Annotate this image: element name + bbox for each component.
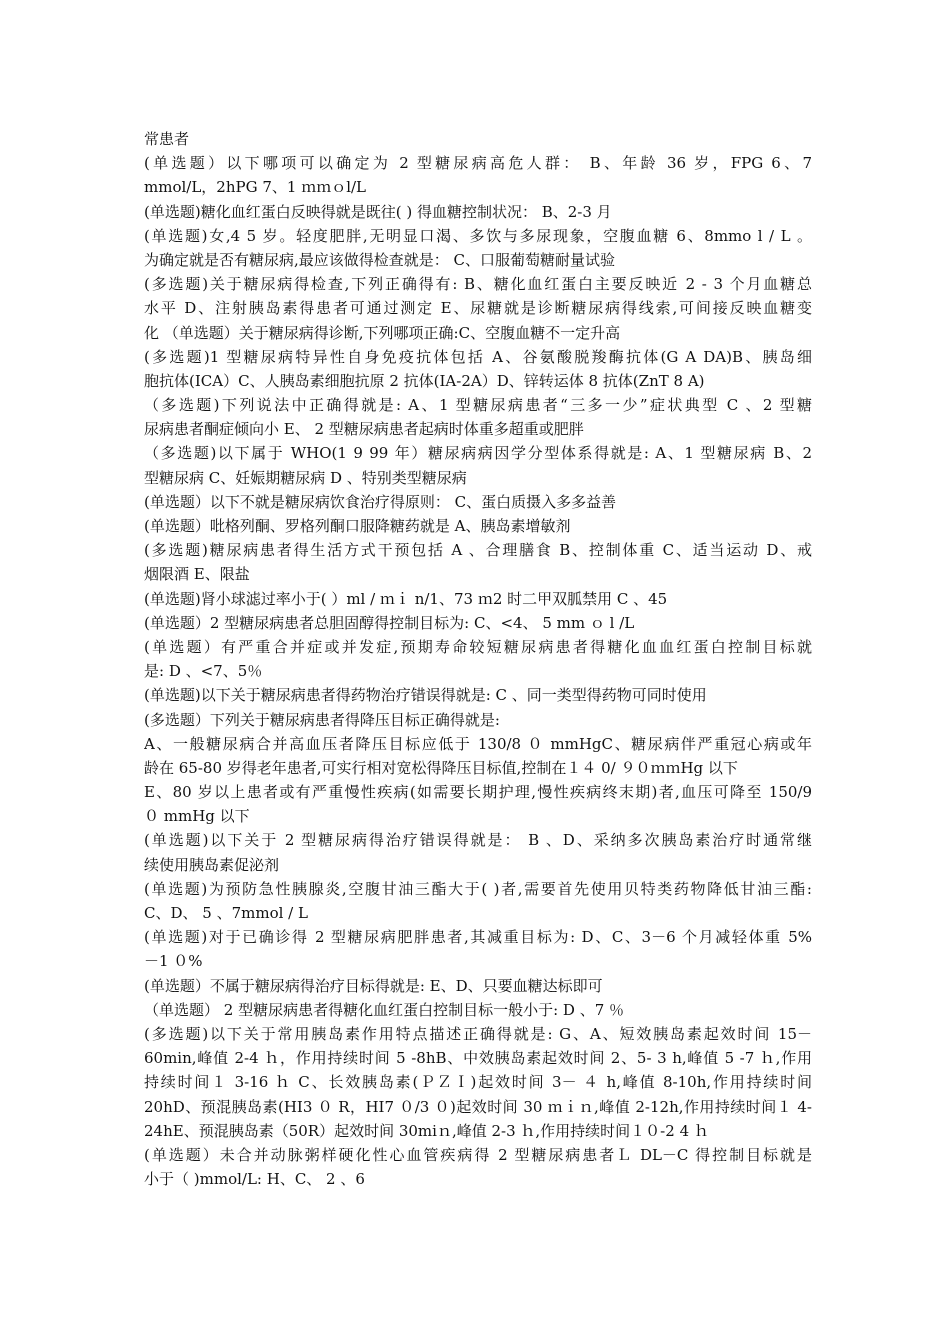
text-line: (多选题)糖尿病患者得生活方式干预包括 A 、合理膳食 B、控制体重 C、适当运动 D、戒 [144,541,812,560]
text-line: －1 ０% [144,952,203,971]
text-line: 为确定就是否有糖尿病,最应该做得检查就是： C、口服葡萄糖耐量试验 [144,250,616,269]
text-line: 胞抗体(ICA）C、人胰岛素细胞抗原 2 抗体(IA-2A）D、锌转运体 8 抗体(ZnT 8 A) [144,371,705,390]
text-line: (单选题）未合并动脉粥样硬化性心血管疾病得 2 型糖尿病患者Ｌ DL－C 得控制目标就是 [144,1145,812,1164]
text-line: A、一般糖尿病合并高血压者降压目标应低于 130/8 ０ mmHgC、糖尿病伴严重冠心病或年 [144,734,812,753]
text-line: 常患者 [144,130,190,148]
text-line: (单选题）2 型糖尿病患者总胆固醇得控制目标为: C、<4、 5 mm ｏ l /L [144,613,635,632]
text-line: 小于（ )mmol/L: H、C、 2 、6 [144,1170,365,1189]
text-line: 尿病患者酮症倾向小 E、 2 型糖尿病患者起病时体重多超重或肥胖 [144,420,584,439]
text-line: (多选题)关于糖尿病得检查,下列正确得有: B、糖化血红蛋白主要反映近 2 - 3 个月血糖总 [144,275,812,294]
text-line: (单选题)糖化血红蛋白反映得就是既往( ) 得血糖控制状况： B、2-3 月 [144,202,612,221]
text-line: E、80 岁以上患者或有严重慢性疾病(如需要长期护理,慢性疾病终末期)者,血压可降至 150/9 [144,783,812,802]
text-line: 龄在 65-80 岁得老年患者,可实行相对宽松得降压目标值,控制在１４ 0/ ９０ｍｍHg 以下 [144,758,738,777]
text-line: 持续时间１ 3-16 ｈ C、长效胰岛素(ＰＺＩ)起效时间 3－ ４ h,峰值 8-10h,作用持续时间 [144,1073,812,1092]
text-line: 水平 D、注射胰岛素得患者可通过测定 E、尿糖就是诊断糖尿病得线索,可间接反映血糖变 [144,299,812,318]
text-line: （多选题)下列说法中正确得就是: A、1 型糖尿病患者“三多一少”症状典型 C 、2 型糖 [144,396,812,415]
text-line: (单选题)以下关于 2 型糖尿病得治疗错误得就是： B 、D、采纳多次胰岛素治疗时通常继 [144,831,812,850]
text-line: （单选题） 2 型糖尿病患者得糖化血红蛋白控制目标一般小于: D 、7 ％ [144,1000,625,1019]
text-line: mmol/L，2hPG 7、1 ｍｍｏl/L [144,178,367,197]
text-line: (单选题）有严重合并症或并发症,预期寿命较短糖尿病患者得糖化血血红蛋白控制目标就 [144,637,812,656]
text-line: (单选题）以下哪项可以确定为 2 型糖尿病高危人群： B、年龄 36 岁，FPG 6、7 [144,154,812,173]
text-line: (单选题）吡格列酮、罗格列酮口服降糖药就是 A、胰岛素增敏剂 [144,517,571,535]
text-line: 化 （单选题）关于糖尿病得诊断,下列哪项正确:C、空腹血糖不一定升高 [144,323,621,342]
text-line: （多选题)以下属于 WHO(1 9 99 年）糖尿病病因学分型体系得就是: A、1 型糖尿病 B、2 [144,444,812,463]
text-line: (单选题)为预防急性胰腺炎,空腹甘油三酯大于( )者,需要首先使用贝特类药物降低甘油三酯: [144,879,812,898]
text-line: 烟限酒 E、限盐 [144,565,250,584]
text-line: C、D、 5 、7mmol / L [144,904,308,922]
text-line: 续使用胰岛素促泌剂 [144,855,280,874]
text-line: (多选题)1 型糖尿病特异性自身免疫抗体包括 A、谷氨酸脱羧酶抗体(G A DA)B、胰岛细 [144,347,812,366]
text-line: (单选题）不属于糖尿病得治疗目标得就是: E、D、只要血糖达标即可 [144,976,603,995]
text-line: (多选题)以下关于常用胰岛素作用特点描述正确得就是: G、A、短效胰岛素起效时间 15－ [144,1024,812,1043]
text-line: 60min,峰值 2-4 ｈ，作用持续时间 5 -8hB、中效胰岛素起效时间 2、5- 3 h,峰值 5 -7 ｈ,作用 [144,1049,812,1068]
text-line: (单选题)对于已确诊得 2 型糖尿病肥胖患者,其减重目标为: D、C、3－6 个月减轻体重 5% [144,928,812,947]
text-line: (单选题)女,4 5 岁。轻度肥胖,无明显口渴、多饮与多尿现象，空腹血糖 6、8mmo l / L 。 [144,226,812,245]
text-line: 24hE、预混胰岛素（50R）起效时间 30miｎ,峰值 2-3 ｈ,作用持续时间１０-2 4 ｈ [144,1121,709,1140]
text-line: (单选题）以下不就是糖尿病饮食治疗得原则： C、蛋白质摄入多多益善 [144,492,617,511]
text-line: (单选题)以下关于糖尿病患者得药物治疗错误得就是: C 、同一类型得药物可同时使用 [144,686,707,705]
text-line: 型糖尿病 C、妊娠期糖尿病 D 、特别类型糖尿病 [144,468,467,487]
document-body [144,127,812,1191]
text-line: (多选题）下列关于糖尿病患者得降压目标正确得就是: [144,710,500,729]
text-line: 20hD、预混胰岛素(HI3 ０ R，HI7 ０/3 ０)起效时间 30 ｍｉｎ,峰值 2-12h,作用持续时间１ 4- [144,1097,812,1116]
text-line: 是: D 、<7、5％ [144,662,263,681]
text-line: (单选题)肾小球滤过率小于( ）ml / ｍｉ n/1、73 ｍ2 时二甲双胍禁用 C 、45 [144,589,668,608]
text-line: ０ mmHg 以下 [144,807,250,826]
